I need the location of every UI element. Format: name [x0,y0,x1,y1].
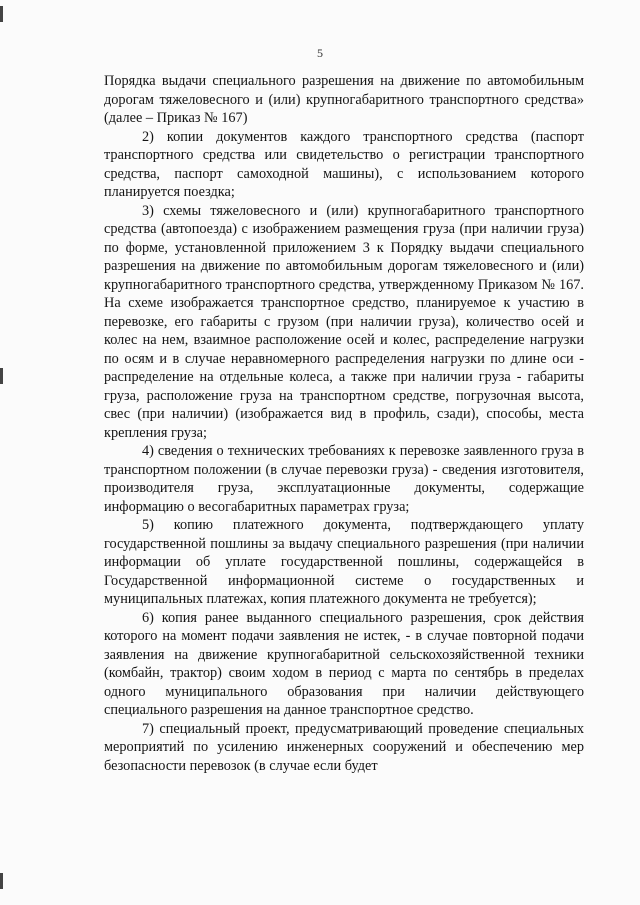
paragraph-item-5: 5) копию платежного документа, подтверждающего уплату государственной пошлины за выдачу специального разрешения (при наличии информации об уплате государственной пошлины, содержащейся в Государственной информационной системе о государственных и муниципальных платежах, копия платежного документа не требуется); [104,517,584,607]
scan-edge-mark [0,6,3,22]
scan-edge-mark [0,873,3,889]
paragraph-item-7: 7) специальный проект, предусматривающий проведение специальных мероприятий по усилению инженерных сооружений и обеспечению мер безопасности перевозок (в случае если будет [104,720,584,774]
paragraph-item-6: 6) копия ранее выданного специального разрешения, срок действия которого на момент подачи заявления не истек, - в случае повторной подачи заявления на движение крупногабаритной сельскохозяйственной техники (комбайн, трактор) своим ходом в период с марта по сентябрь в пределах одного муниципального образования при наличии действующего специального разрешения на данное транспортное средство. [104,609,584,718]
paragraph-item-3: 3) схемы тяжеловесного и (или) крупногабаритного транспортного средства (автопоезда) с изображением размещения груза (при наличии груза) по форме, установленной приложением 3 к Порядку выдачи специального разрешения на движение по автомобильным дорогам тяжеловесного и (или) крупногабаритного транспортного средства, утвержденному Приказом № 167. На схеме изображается транспортное средство, планируемое к участию в перевозке, его габариты с грузом (при наличии груза), количество осей и колес на нем, взаимное расположение осей и колес, распределение нагрузки по осям и в случае неравномерного распределения нагрузки по длине оси - распределение на отдельные колеса, а также при наличии груза - габариты груза, расположение груза на транспортном средстве, погрузочная высота, свес (при наличии) (изображается вид в профиль, сзади), способы, места крепления груза; [104,202,584,441]
paragraph-item-2: 2) копии документов каждого транспортного средства (паспорт транспортного средства или свидетельство о регистрации транспортного средства, паспорт самоходной машины), с использованием которого планируется поездка; [104,128,584,200]
paragraph-continuation: Порядка выдачи специального разрешения на движение по автомобильным дорогам тяжеловесного и (или) крупногабаритного транспортного средства» (далее – Приказ № 167) [104,73,584,126]
document-body [104,72,584,775]
paragraph-item-4: 4) сведения о технических требованиях к перевозке заявленного груза в транспортном положении (в случае перевозки груза) - сведения изготовителя, производителя груза, эксплуатационные документы, содержащие информацию о весогабаритных параметрах груза; [104,443,584,515]
scan-edge-mark [0,368,3,384]
page-number: 5 [317,46,323,60]
